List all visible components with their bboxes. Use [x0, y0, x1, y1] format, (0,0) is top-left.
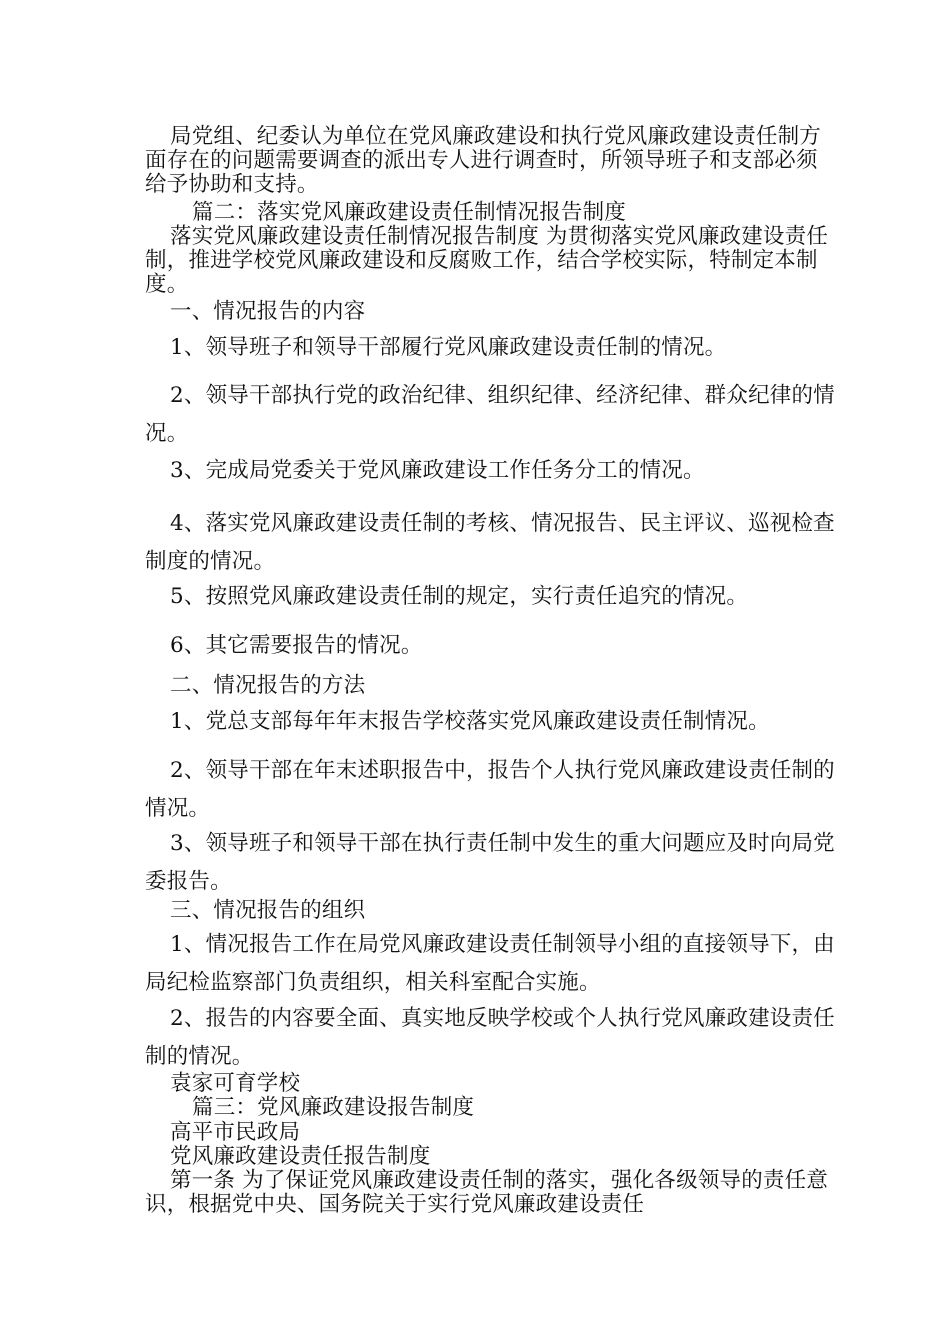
paragraph-part-two-intro: 落实党风廉政建设责任制情况报告制度 为贯彻落实党风廉政建设责任制，推进学校党风廉政建设和反腐败工作，结合学校实际，特制定本制度。 [145, 224, 829, 297]
list-item: 5、按照党风廉政建设责任制的规定，实行责任追究的情况。 [170, 584, 749, 609]
school-name: 袁家可育学校 [170, 1071, 301, 1096]
heading-part-two: 篇二：落实党风廉政建设责任制情况报告制度 [192, 200, 627, 225]
list-item: 2、报告的内容要全面、真实地反映学校或个人执行党风廉政建设责任制的情况。 [145, 1006, 835, 1069]
list-item: 2、领导干部在年末述职报告中，报告个人执行党风廉政建设责任制的情况。 [145, 758, 835, 821]
article-one: 第一条 为了保证党风廉政建设责任制的落实，强化各级领导的责任意识，根据党中央、国务院关于实行党风廉政建设责任 [145, 1168, 829, 1217]
paragraph-intro: 局党组、纪委认为单位在党风廉政建设和执行党风廉政建设责任制方面存在的问题需要调查的派出专人进行调查时，所领导班子和支部必须给予协助和支持。 [145, 124, 822, 197]
list-item: 2、领导干部执行党的政治纪律、组织纪律、经济纪律、群众纪律的情况。 [145, 383, 835, 446]
list-item: 3、完成局党委关于党风廉政建设工作任务分工的情况。 [170, 458, 705, 483]
list-item: 1、情况报告工作在局党风廉政建设责任制领导小组的直接领导下，由局纪检监察部门负责组织，相关科室配合实施。 [145, 932, 835, 995]
list-item: 6、其它需要报告的情况。 [170, 633, 423, 658]
section-heading-3: 三、情况报告的组织 [170, 898, 366, 923]
list-item: 3、领导班子和领导干部在执行责任制中发生的重大问题应及时向局党委报告。 [145, 831, 835, 894]
section-heading-2: 二、情况报告的方法 [170, 673, 366, 698]
list-item: 1、领导班子和领导干部履行党风廉政建设责任制的情况。 [170, 335, 727, 360]
heading-part-three: 篇三：党风廉政建设报告制度 [192, 1095, 475, 1120]
regulation-title: 党风廉政建设责任报告制度 [170, 1144, 431, 1169]
bureau-name: 高平市民政局 [170, 1120, 301, 1145]
section-heading-1: 一、情况报告的内容 [170, 299, 366, 324]
list-item: 1、党总支部每年年末报告学校落实党风廉政建设责任制情况。 [170, 709, 770, 734]
list-item: 4、落实党风廉政建设责任制的考核、情况报告、民主评议、巡视检查制度的情况。 [145, 511, 835, 574]
